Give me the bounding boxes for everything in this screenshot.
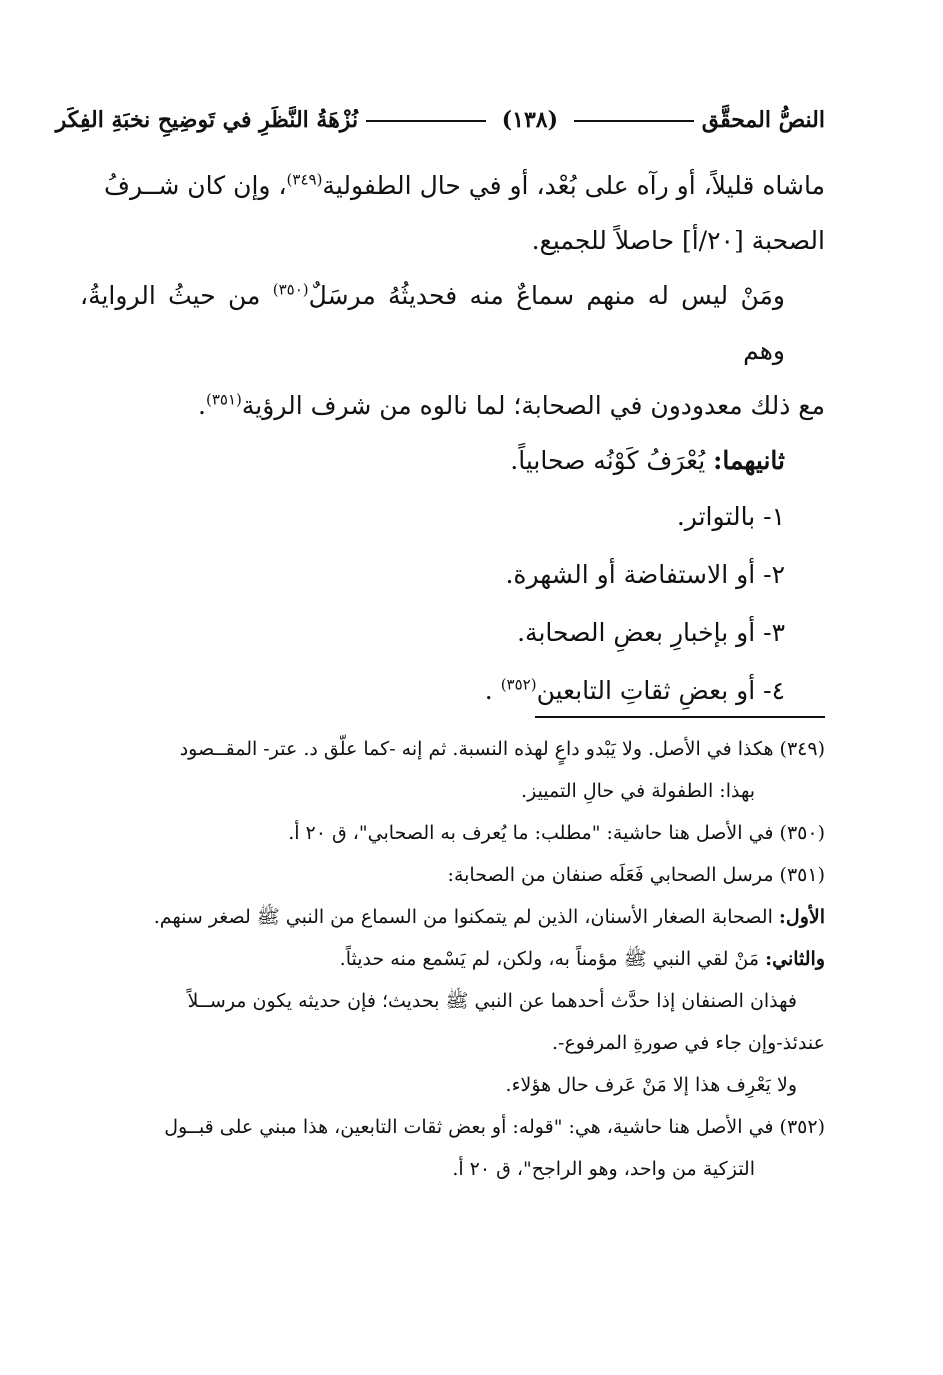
paragraph-2-line-1 — [80, 268, 825, 378]
second-type-text: مَنْ لقي النبي ﷺ مؤمناً به، ولكن، لم يَسْمع منه حديثاً. — [339, 948, 766, 970]
footnote-351-intro: (٣٥١) مرسل الصحابي فَعَلَه صنفان من الصحابة: — [447, 864, 825, 886]
text-run: ٤- أو بعضِ ثقاتِ التابعين — [536, 676, 785, 705]
header-book-title: نُزْهَةُ النَّظَرِ في تَوضِيحِ نخبَةِ الفِكَر — [55, 107, 359, 133]
footnotes — [80, 728, 825, 1190]
footnote-separator — [535, 716, 825, 718]
second-type-label: والثاني: — [765, 948, 825, 970]
footnote-351-second — [80, 938, 825, 980]
page-number: (١٣٨) — [501, 107, 559, 133]
book-page — [55, 100, 825, 1340]
text-run: ماشاه قليلاً، أو رآه على بُعْد، أو في حال الطفولية — [322, 171, 825, 200]
footnote-351-para-a-line-2: عندئذ-وإن جاء في صورةِ المرفوع-. — [552, 1032, 825, 1054]
first-text: الصحابة الصغار الأسنان، الذين لم يتمكنوا من السماع من النبي ﷺ لصغر سنهم. — [153, 906, 779, 928]
footnote-351-para-a-line-1: فهذان الصنفان إذا حدَّث أحدهما عن النبي ﷺ بحديث؛ فإن حديثه يكون مرســلاً — [187, 990, 797, 1012]
running-header — [55, 100, 825, 140]
paragraph-2-line-2 — [80, 378, 825, 433]
footnote-350: (٣٥٠) في الأصل هنا حاشية: "مطلب: ما يُعرف به الصحابي"، ق ٢٠ أ. — [288, 822, 825, 844]
list-item-4 — [80, 662, 825, 720]
paragraph-1-line-2: الصحبة [٢٠/أ] حاصلاً للجميع. — [531, 226, 825, 255]
main-text — [80, 158, 825, 720]
footnote-349-line-2: بهذا: الطفولة في حالِ التمييز. — [521, 780, 755, 802]
text-run: مع ذلك معدودون في الصحابة؛ لما نالوه من شرف الرؤية — [241, 391, 825, 420]
first-label: الأول: — [778, 906, 825, 928]
header-rule-right — [574, 120, 694, 122]
text-run: ومَنْ ليس له منهم سماعٌ منه فحديثُهُ مرسَلٌ — [308, 281, 785, 310]
text-run: . — [198, 391, 206, 420]
text-run: . — [484, 676, 501, 705]
text-run: ، وإن كان شــرفُ — [104, 171, 287, 200]
footnote-351-para-b: ولا يَعْرِف هذا إلا مَنْ عَرف حال هؤلاء. — [505, 1074, 797, 1096]
footnote-ref-351: (٣٥١) — [206, 390, 242, 409]
footnote-ref-352: (٣٥٢) — [500, 675, 537, 694]
header-center — [358, 107, 702, 133]
header-rule-left — [366, 120, 486, 122]
footnote-352-line-1: (٣٥٢) في الأصل هنا حاشية، هي: "قوله: أو بعض ثقات التابعين، هذا مبني على قبــول — [164, 1116, 825, 1138]
list-item-1: ١- بالتواتر. — [676, 502, 785, 531]
header-section-title: النصُّ المحقَّق — [701, 107, 825, 133]
footnote-ref-349: (٣٤٩) — [286, 170, 323, 189]
paragraph-1-line-1 — [80, 158, 825, 213]
second-label: ثانيهما: — [713, 446, 785, 475]
list-item-3: ٣- أو بإخبارِ بعضِ الصحابة. — [517, 618, 785, 647]
text-run: من حيثُ الروايةُ، وهم — [80, 281, 785, 365]
second-heading — [80, 433, 825, 488]
list-item-2: ٢- أو الاستفاضة أو الشهرة. — [505, 560, 785, 589]
footnote-349-line-1: (٣٤٩) هكذا في الأصل. ولا يَبْدو داعٍ لهذه النسبة. ثم إنه -كما علّق د. عتر- المقــصود — [179, 738, 825, 760]
footnote-ref-350: (٣٥٠) — [272, 280, 309, 299]
footnote-351-first — [80, 896, 825, 938]
second-text: يُعْرَفُ كَوْنُه صحابياً. — [510, 446, 714, 475]
footnote-352-line-2: التزكية من واحد، وهو الراجح"، ق ٢٠ أ. — [452, 1158, 755, 1180]
